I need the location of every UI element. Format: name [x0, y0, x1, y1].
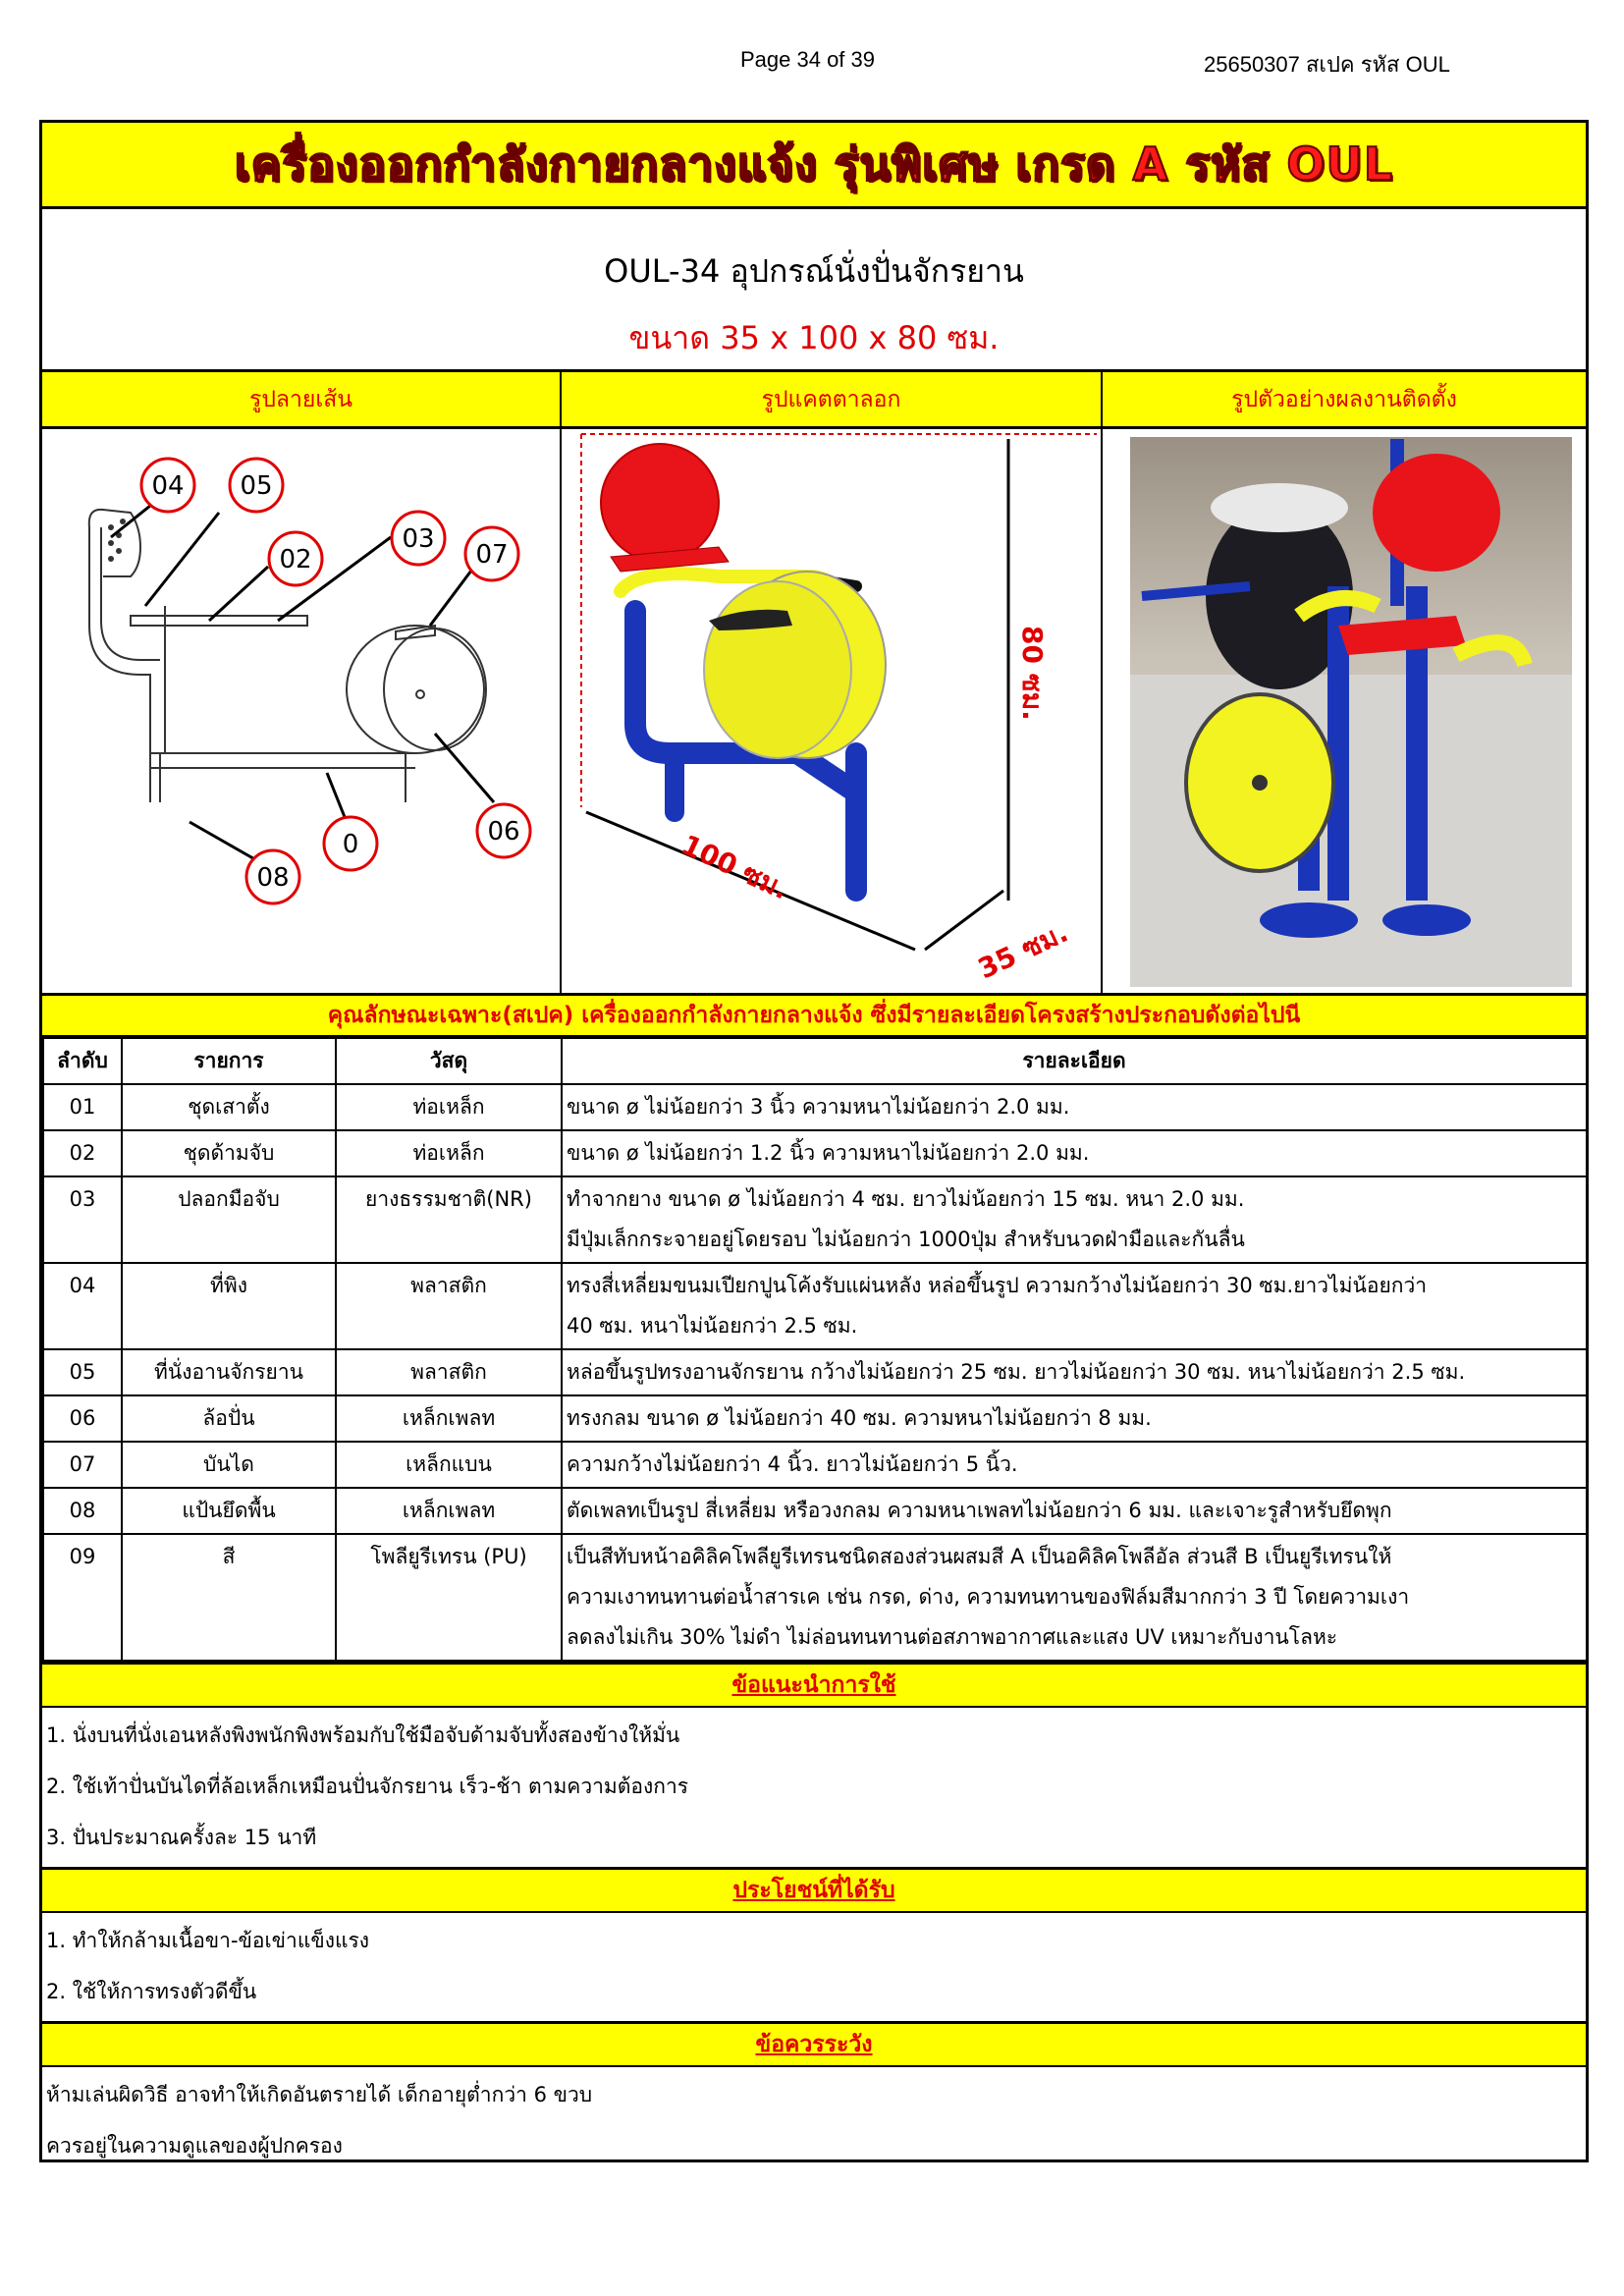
drawing-label-04: 04	[151, 471, 185, 501]
line-drawing-svg	[42, 429, 560, 996]
dimension-depth: 35 ซม.	[973, 915, 1073, 986]
spec-title: คุณลักษณะเฉพาะ(สเปค) เครื่องออกกำลังกายกลางแจ้ง ซึ่งมีรายละเอียดโครงสร้างประกอบดังต่อไปนี	[42, 996, 1586, 1037]
spec-material: เหล็กเพลท	[336, 1395, 562, 1442]
spec-details	[562, 1176, 1587, 1263]
spec-details	[562, 1349, 1587, 1395]
usage-item: 1. นั่งบนที่นั่งเอนหลังพิงพนักพิงพร้อมกับใช้มือจับด้ามจับทั้งสองข้างให้มั่น	[46, 1723, 680, 1747]
caution-item: ควรอยู่ในความดูแลของผู้ปกครอง	[46, 2134, 343, 2158]
spec-row	[43, 1488, 1587, 1534]
spec-material: เหล็กเพลท	[336, 1488, 562, 1534]
product-title: OUL-34 อุปกรณ์นั่งปั่นจักรยาน	[604, 252, 1024, 290]
usage-title: ข้อแนะนำการใช้	[42, 1662, 1586, 1708]
spec-item: แป้นยึดพื้น	[122, 1488, 336, 1534]
usage-item: 2. ใช้เท้าปั่นบันไดที่ล้อเหล็กเหมือนปั่นจักรยาน เร็ว-ช้า ตามความต้องการ	[46, 1775, 689, 1798]
spec-no: 05	[43, 1349, 122, 1395]
document-code: 25650307 สเปค รหัส OUL	[1204, 52, 1450, 77]
spec-detail-line: ความกว้างไม่น้อยกว่า 4 นิ้ว. ยาวไม่น้อยกว่า 5 นิ้ว.	[567, 1452, 1018, 1476]
spec-row	[43, 1349, 1587, 1395]
header-line-drawing: รูปลายเส้น	[42, 372, 562, 426]
spec-item: ที่นั่งอานจักรยาน	[122, 1349, 336, 1395]
drawing-label-02: 02	[279, 545, 312, 574]
header-catalog: รูปแคตตาลอก	[562, 372, 1103, 426]
install-photo-svg	[1103, 429, 1586, 996]
spec-row	[43, 1263, 1587, 1349]
spec-item: ชุดเสาตั้ง	[122, 1084, 336, 1130]
spec-detail-line: เป็นสีทับหน้าอคิลิคโพลียูรีเทรนชนิดสองส่วนผสมสี A เป็นอคิลิคโพลีอัล ส่วนสี B เป็นยูรีเทรนให้	[567, 1545, 1392, 1568]
spec-item: สี	[122, 1534, 336, 1661]
spec-item: ที่พิง	[122, 1263, 336, 1349]
spec-details	[562, 1130, 1587, 1176]
usage-list	[42, 1708, 1586, 1867]
spec-no: 01	[43, 1084, 122, 1130]
spec-detail-line: ตัดเพลทเป็นรูป สี่เหลี่ยม หรือวงกลม ความหนาเพลทไม่น้อยกว่า 6 มม. และเจาะรูสำหรับยึดพุก	[567, 1499, 1392, 1522]
benefits-list	[42, 1913, 1586, 2021]
spec-detail-line: 40 ซม. หนาไม่น้อยกว่า 2.5 ซม.	[567, 1314, 858, 1338]
spec-row	[43, 1534, 1587, 1661]
notes-area	[42, 1662, 1586, 2171]
spec-detail-line: ความเงาทนทานต่อน้ำสารเค เช่น กรด, ด่าง, ความทนทานของฟิล์มสีมากกว่า 3 ปี โดยความเงา	[567, 1585, 1410, 1609]
spec-item: บันได	[122, 1442, 336, 1488]
benefits-item: 2. ใช้ให้การทรงตัวดีขึ้น	[46, 1980, 257, 2003]
spec-detail-line: หล่อขึ้นรูปทรงอานจักรยาน กว้างไม่น้อยกว่า 25 ซม. ยาวไม่น้อยกว่า 30 ซม. หนาไม่น้อยกว่า 2.5 ซม.	[567, 1360, 1466, 1384]
spec-no: 03	[43, 1176, 122, 1263]
spec-details	[562, 1534, 1587, 1661]
spec-material: เหล็กแบน	[336, 1442, 562, 1488]
col-header-details: รายละเอียด	[562, 1038, 1587, 1084]
spec-material: โพลียูรีเทรน (PU)	[336, 1534, 562, 1661]
spec-details	[562, 1442, 1587, 1488]
drawing-label-06: 06	[487, 817, 520, 847]
drawing-label-07: 07	[475, 540, 509, 570]
spec-row	[43, 1176, 1587, 1263]
spec-row	[43, 1442, 1587, 1488]
spec-material: ท่อเหล็ก	[336, 1130, 562, 1176]
page-number: Page 34 of 39	[740, 47, 876, 72]
banner	[42, 123, 1586, 209]
spec-material: พลาสติก	[336, 1349, 562, 1395]
dimension-height: 80 ซม.	[1016, 626, 1049, 721]
image-row	[42, 429, 1586, 996]
spec-no: 06	[43, 1395, 122, 1442]
spec-no: 09	[43, 1534, 122, 1661]
banner-title: เครื่องออกกำลังกายกลางแจ้ง รุ่นพิเศษ เกรด A รหัส OUL	[234, 137, 1394, 191]
spec-detail-line: ทรงกลม ขนาด ø ไม่น้อยกว่า 40 ซม. ความหนาไม่น้อยกว่า 8 มม.	[567, 1406, 1152, 1430]
spec-detail-line: ลดลงไม่เกิน 30% ไม่ดำ ไม่ล่อนทนทานต่อสภาพอากาศและแสง UV เหมาะกับงานโลหะ	[567, 1625, 1338, 1649]
product-size: ขนาด 35 x 100 x 80 ซม.	[628, 319, 1000, 356]
drawing-label-05: 05	[240, 471, 273, 501]
spec-detail-line: ทรงสี่เหลี่ยมขนมเปียกปูนโค้งรับแผ่นหลัง หล่อขึ้นรูป ความกว้างไม่น้อยกว่า 30 ซม.ยาวไม่น้อยกว่า	[567, 1274, 1428, 1297]
spec-details	[562, 1488, 1587, 1534]
line-drawing	[42, 429, 562, 993]
spec-no: 04	[43, 1263, 122, 1349]
spec-no: 08	[43, 1488, 122, 1534]
benefits-title: ประโยชน์ที่ได้รับ	[42, 1867, 1586, 1913]
spec-material: ยางธรรมชาติ(NR)	[336, 1176, 562, 1263]
drawing-label-03: 03	[402, 524, 435, 554]
spec-details	[562, 1084, 1587, 1130]
col-header-no: ลำดับ	[43, 1038, 122, 1084]
spec-detail-line: ขนาด ø ไม่น้อยกว่า 3 นิ้ว ความหนาไม่น้อยกว่า 2.0 มม.	[567, 1095, 1070, 1119]
benefits-item: 1. ทำให้กล้ามเนื้อขา-ข้อเข่าแข็งแรง	[46, 1929, 370, 1952]
spec-detail-line: มีปุ่มเล็กกระจายอยู่โดยรอบ ไม่น้อยกว่า 1000ปุ่ม สำหรับนวดฝ่ามือและกันลื่น	[567, 1228, 1245, 1251]
caution-list	[42, 2067, 1586, 2171]
spec-detail-line: ขนาด ø ไม่น้อยกว่า 1.2 นิ้ว ความหนาไม่น้อยกว่า 2.0 มม.	[567, 1141, 1090, 1165]
caution-title: ข้อควรระวัง	[42, 2021, 1586, 2067]
caution-item: ห้ามเล่นผิดวิธี อาจทำให้เกิดอันตรายได้ เด็กอายุต่ำกว่า 6 ขวบ	[46, 2083, 593, 2106]
product-title-block	[42, 209, 1586, 372]
spec-row	[43, 1395, 1587, 1442]
install-photo	[1103, 429, 1586, 993]
col-header-material: วัสดุ	[336, 1038, 562, 1084]
usage-item: 3. ปั่นประมาณครั้งละ 15 นาที	[46, 1826, 317, 1849]
spec-material: พลาสติก	[336, 1263, 562, 1349]
spec-item: ปลอกมือจับ	[122, 1176, 336, 1263]
spec-no: 02	[43, 1130, 122, 1176]
spec-detail-line: ทำจากยาง ขนาด ø ไม่น้อยกว่า 4 ซม. ยาวไม่น้อยกว่า 15 ซม. หนา 2.0 มม.	[567, 1187, 1245, 1211]
spec-details	[562, 1263, 1587, 1349]
col-header-item: รายการ	[122, 1038, 336, 1084]
spec-sheet	[39, 120, 1589, 2162]
drawing-label-0: 0	[342, 830, 359, 859]
catalog-image	[562, 429, 1103, 993]
spec-row	[43, 1130, 1587, 1176]
spec-item: ล้อปั่น	[122, 1395, 336, 1442]
spec-row	[43, 1084, 1587, 1130]
spec-no: 07	[43, 1442, 122, 1488]
spec-body	[43, 1084, 1587, 1661]
drawing-label-08: 08	[256, 863, 290, 893]
header-install-photo: รูปตัวอย่างผลงานติดตั้ง	[1231, 386, 1457, 412]
spec-details	[562, 1395, 1587, 1442]
spec-header-row	[43, 1038, 1587, 1084]
dimension-length: 100 ซม.	[677, 828, 794, 906]
spec-item: ชุดด้ามจับ	[122, 1130, 336, 1176]
spec-table	[42, 1037, 1588, 1662]
image-headers	[42, 372, 1586, 429]
catalog-svg	[562, 429, 1101, 996]
spec-material: ท่อเหล็ก	[336, 1084, 562, 1130]
